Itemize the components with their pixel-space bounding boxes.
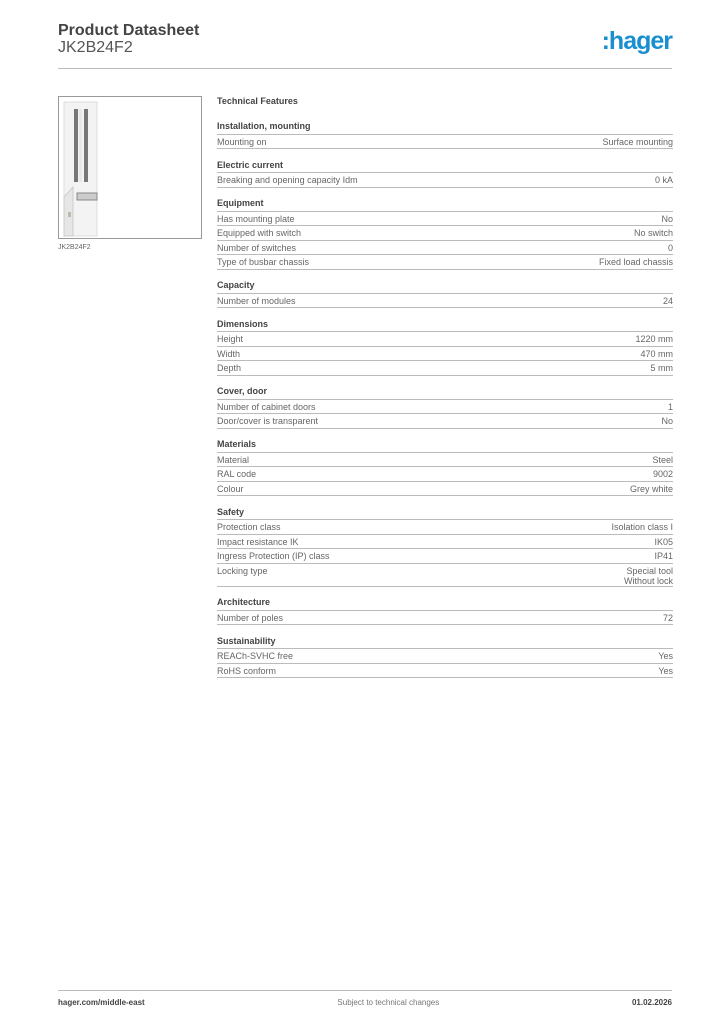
feature-label: Number of modules	[217, 295, 296, 306]
section-title: Cover, door	[217, 385, 673, 400]
section-architecture	[217, 596, 673, 625]
feature-value: 9002	[652, 469, 673, 479]
technical-features	[217, 95, 673, 688]
section-safety	[217, 506, 673, 587]
footer	[58, 998, 672, 1007]
feature-value: Fixed load chassis	[598, 257, 673, 267]
feature-value: 72	[662, 612, 673, 623]
section-title: Capacity	[217, 279, 673, 294]
feature-label: Width	[217, 348, 241, 359]
feature-value: 24	[662, 295, 673, 306]
feature-label: Colour	[217, 483, 244, 494]
header-divider	[58, 68, 672, 69]
section-equipment	[217, 197, 673, 270]
feature-value: No switch	[633, 228, 673, 238]
feature-label: Door/cover is transparent	[217, 416, 319, 426]
feature-row	[217, 482, 673, 497]
feature-value: Steel	[652, 454, 673, 465]
feature-value: Special tool Without lock	[623, 565, 673, 586]
feature-row	[217, 664, 673, 679]
footer-divider	[58, 990, 672, 991]
feature-label: Number of cabinet doors	[217, 401, 316, 412]
feature-row	[217, 294, 673, 309]
feature-row	[217, 467, 673, 482]
section-capacity	[217, 279, 673, 308]
feature-label: Locking type	[217, 565, 268, 576]
product-image	[58, 96, 202, 239]
feature-label: REACh-SVHC free	[217, 651, 294, 661]
feature-value: Isolation class I	[611, 522, 673, 532]
feature-label: Number of poles	[217, 612, 284, 623]
feature-label: Height	[217, 334, 244, 344]
feature-row	[217, 649, 673, 664]
section-dimensions	[217, 318, 673, 376]
feature-label: Breaking and opening capacity Idm	[217, 175, 358, 185]
feature-row	[217, 400, 673, 415]
feature-row	[217, 135, 673, 150]
feature-row	[217, 611, 673, 626]
feature-label: Impact resistance IK	[217, 536, 299, 547]
feature-label: Mounting on	[217, 136, 267, 147]
section-title: Dimensions	[217, 318, 673, 333]
section-electric-current	[217, 159, 673, 188]
feature-label: Ingress Protection (IP) class	[217, 551, 330, 561]
section-title: Installation, mounting	[217, 120, 673, 135]
feature-row	[217, 453, 673, 468]
image-caption: JK2B24F2	[58, 244, 91, 251]
feature-label: Equipped with switch	[217, 228, 302, 238]
features-title: Technical Features	[217, 96, 298, 106]
product-code: JK2B24F2	[58, 39, 133, 56]
feature-row	[217, 226, 673, 241]
feature-label: RoHS conform	[217, 665, 277, 676]
feature-row	[217, 535, 673, 550]
feature-label: Depth	[217, 363, 242, 373]
section-title: Equipment	[217, 197, 673, 212]
feature-label: RAL code	[217, 469, 257, 479]
feature-label: Protection class	[217, 522, 281, 532]
feature-value: No	[661, 213, 673, 224]
section-title: Architecture	[217, 596, 673, 611]
feature-row	[217, 549, 673, 564]
feature-row	[217, 212, 673, 227]
section-title: Materials	[217, 438, 673, 453]
feature-value: 5 mm	[650, 363, 673, 373]
footer-website: hager.com/middle-east	[58, 998, 145, 1007]
feature-row	[217, 361, 673, 376]
feature-value: IP41	[654, 551, 673, 561]
section-materials	[217, 438, 673, 496]
footer-date: 01.02.2026	[631, 998, 672, 1007]
feature-label: Has mounting plate	[217, 213, 295, 224]
section-title: Safety	[217, 506, 673, 521]
section-installation-mounting	[217, 120, 673, 149]
page-title: Product Datasheet	[58, 22, 200, 39]
feature-value: 0 kA	[654, 175, 673, 185]
feature-row	[217, 255, 673, 270]
hager-logo: :hager	[601, 27, 672, 55]
feature-row	[217, 332, 673, 347]
section-sustainability	[217, 635, 673, 679]
feature-value: Surface mounting	[602, 136, 673, 147]
feature-value: Yes	[658, 665, 673, 676]
footer-notice: Subject to technical changes	[337, 998, 440, 1007]
feature-label: Number of switches	[217, 242, 297, 253]
feature-label: Material	[217, 454, 250, 465]
feature-row	[217, 414, 673, 429]
feature-value: Yes	[658, 651, 673, 661]
feature-row	[217, 520, 673, 535]
feature-value: 0	[667, 242, 673, 253]
feature-row	[217, 173, 673, 188]
feature-row	[217, 564, 673, 587]
feature-label: Type of busbar chassis	[217, 257, 310, 267]
feature-value: IK05	[654, 536, 673, 547]
feature-row	[217, 347, 673, 362]
feature-value: Grey white	[629, 483, 673, 494]
feature-row	[217, 241, 673, 256]
section-title: Sustainability	[217, 635, 673, 650]
feature-value: 470 mm	[640, 348, 673, 359]
feature-value: 1220 mm	[635, 334, 673, 344]
feature-value: No	[661, 416, 673, 426]
feature-value: 1	[667, 401, 673, 412]
section-title: Electric current	[217, 159, 673, 174]
section-cover-door	[217, 385, 673, 429]
